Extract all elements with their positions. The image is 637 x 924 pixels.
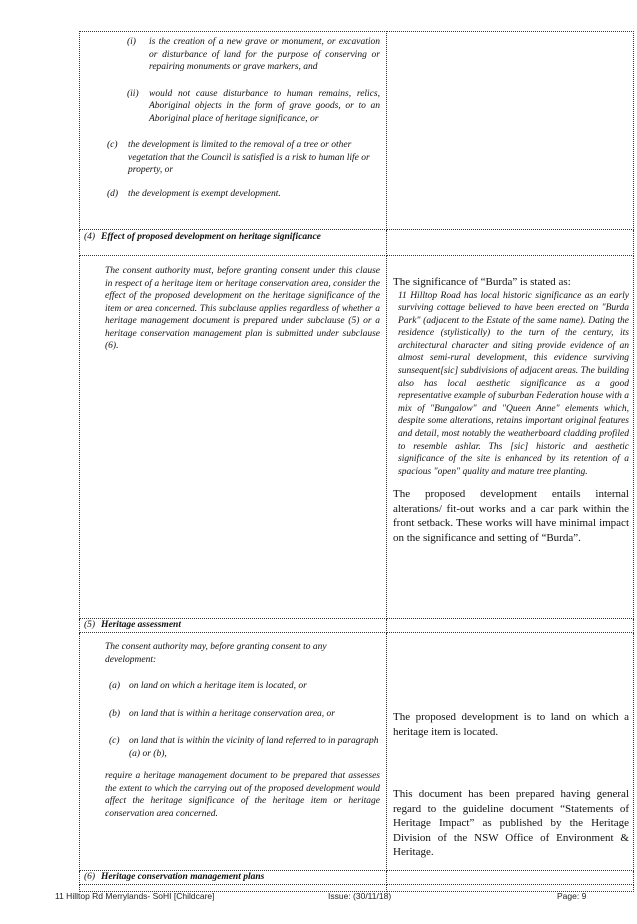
list-item (109, 708, 380, 721)
response-cell (387, 256, 634, 619)
clause-cell (80, 256, 387, 619)
response-cell (387, 633, 634, 871)
clause-cell (80, 633, 387, 871)
item-text: on land that is within a heritage conservation area, or (129, 708, 335, 719)
list-item (107, 139, 380, 177)
section-heading-cell (80, 871, 387, 885)
table-row (80, 633, 634, 871)
item-text: is the creation of a new grave or monument, or excavation or disturbance of land for the purpose of conserving or repairing monuments or grave markers, and (149, 37, 380, 72)
section-title: Effect of proposed development on heritage significance (101, 232, 321, 242)
list-item (107, 188, 380, 201)
table-row (80, 871, 634, 885)
heritage-clause-table-container (79, 31, 631, 892)
section-heading (84, 231, 382, 244)
list-item (109, 735, 380, 760)
list-item (127, 36, 380, 74)
item-label: (a) (109, 681, 121, 691)
section-heading (84, 871, 382, 884)
response-cell (387, 230, 634, 256)
table-row (80, 230, 634, 256)
section-heading (84, 619, 382, 632)
item-text: the development is limited to the removal of a tree or other vegetation that the Council is satisfied is a risk to human life or property, or (128, 140, 370, 175)
clause-closing: require a heritage management document to be prepared that assesses the extent to which the carrying out of the proposed development would affect the heritage significance of the heritage item or heritage conservation area concerned. (105, 771, 380, 819)
section-heading-cell (80, 230, 387, 256)
item-label: (b) (109, 708, 121, 719)
significance-intro: The significance of “Burda” is stated as: (393, 276, 571, 288)
list-item (109, 680, 380, 693)
item-label: (ii) (127, 88, 139, 99)
table-row (80, 256, 634, 619)
item-label: (c) (109, 736, 120, 746)
section-number: (5) (84, 620, 96, 630)
section-number: (6) (84, 872, 96, 882)
clause-cell (80, 32, 387, 230)
section-title: Heritage assessment (101, 620, 181, 630)
item-label: (i) (127, 37, 136, 47)
response-cell (387, 32, 634, 230)
section-title: Heritage conservation management plans (101, 872, 265, 882)
item-text: on land that is within the vicinity of land referred to in paragraph (a) or (b), (129, 736, 379, 759)
item-text: would not cause disturbance to human remains, relics, Aboriginal objects in the form of grave goods, or to an Aboriginal place of heritage significance, or (149, 88, 380, 124)
item-label: (c) (107, 140, 118, 150)
land-statement: The proposed development is to land on which a heritage item is located. (393, 711, 629, 738)
item-text: on land on which a heritage item is located, or (129, 681, 307, 691)
clause-body: The consent authority must, before granting consent under this clause in respect of a heritage item or heritage conservation area, consider the effect of the proposed development on the heritage significance of the item or area concerned. This subclause applies regardless of whether a heritage management document is prepared under subclause (5) or a heritage conservation management plan is submitted under subclause (6). (105, 266, 380, 351)
table-row (80, 619, 634, 633)
footer-document-ref: 11 Hilltop Rd Merrylands- SoHI [Childcare] (55, 891, 215, 901)
response-cell (387, 871, 634, 885)
item-text: the development is exempt development. (128, 188, 281, 199)
clause-intro: The consent authority may, before granting consent to any development: (105, 642, 327, 665)
impact-statement: The proposed development entails internal alterations/ fit-out works and a car park within the front setback. These works will have minimal impact on the significance and setting of “Burda”. (393, 488, 629, 544)
response-cell (387, 619, 634, 633)
footer-issue-date: Issue: (30/11/18) (328, 891, 392, 901)
significance-quote: 11 Hilltop Road has local historic significance as an early surviving cottage believed to have been erected on "Burda Park" (adjacent to the Estate of the same name). Dating the residence (stylistically) to the turn of the century, its architectural character and siting provide evidence of an almost semi-rural development, this evidence surviving sunsequent[sic] subdivisions of adjacent areas. The building also has local aesthetic significance as a good representative example of suburban Federation house with a mix of "Bungalow" and "Queen Anne" elements which, despite some alterations, retains important original features and detail, most notably the weatherboard cladding profiled to resemble ashlar. Ths [sic] historic and aesthetic significance of the site is enhanced by its retention of a spacious "open" quality and mature tree planting. (398, 290, 629, 477)
footer-page-number: Page: 9 (557, 891, 587, 901)
table-row (80, 32, 634, 230)
section-heading-cell (80, 619, 387, 633)
heritage-clause-table (79, 31, 634, 892)
item-label: (d) (107, 188, 119, 199)
section-number: (4) (84, 232, 96, 242)
document-statement: This document has been prepared having general regard to the guideline document “Statements of Heritage Impact” as published by the Heritage Division of the NSW Office of Environment & Heritage. (393, 788, 629, 858)
list-item (127, 88, 380, 126)
page-footer (0, 891, 637, 905)
